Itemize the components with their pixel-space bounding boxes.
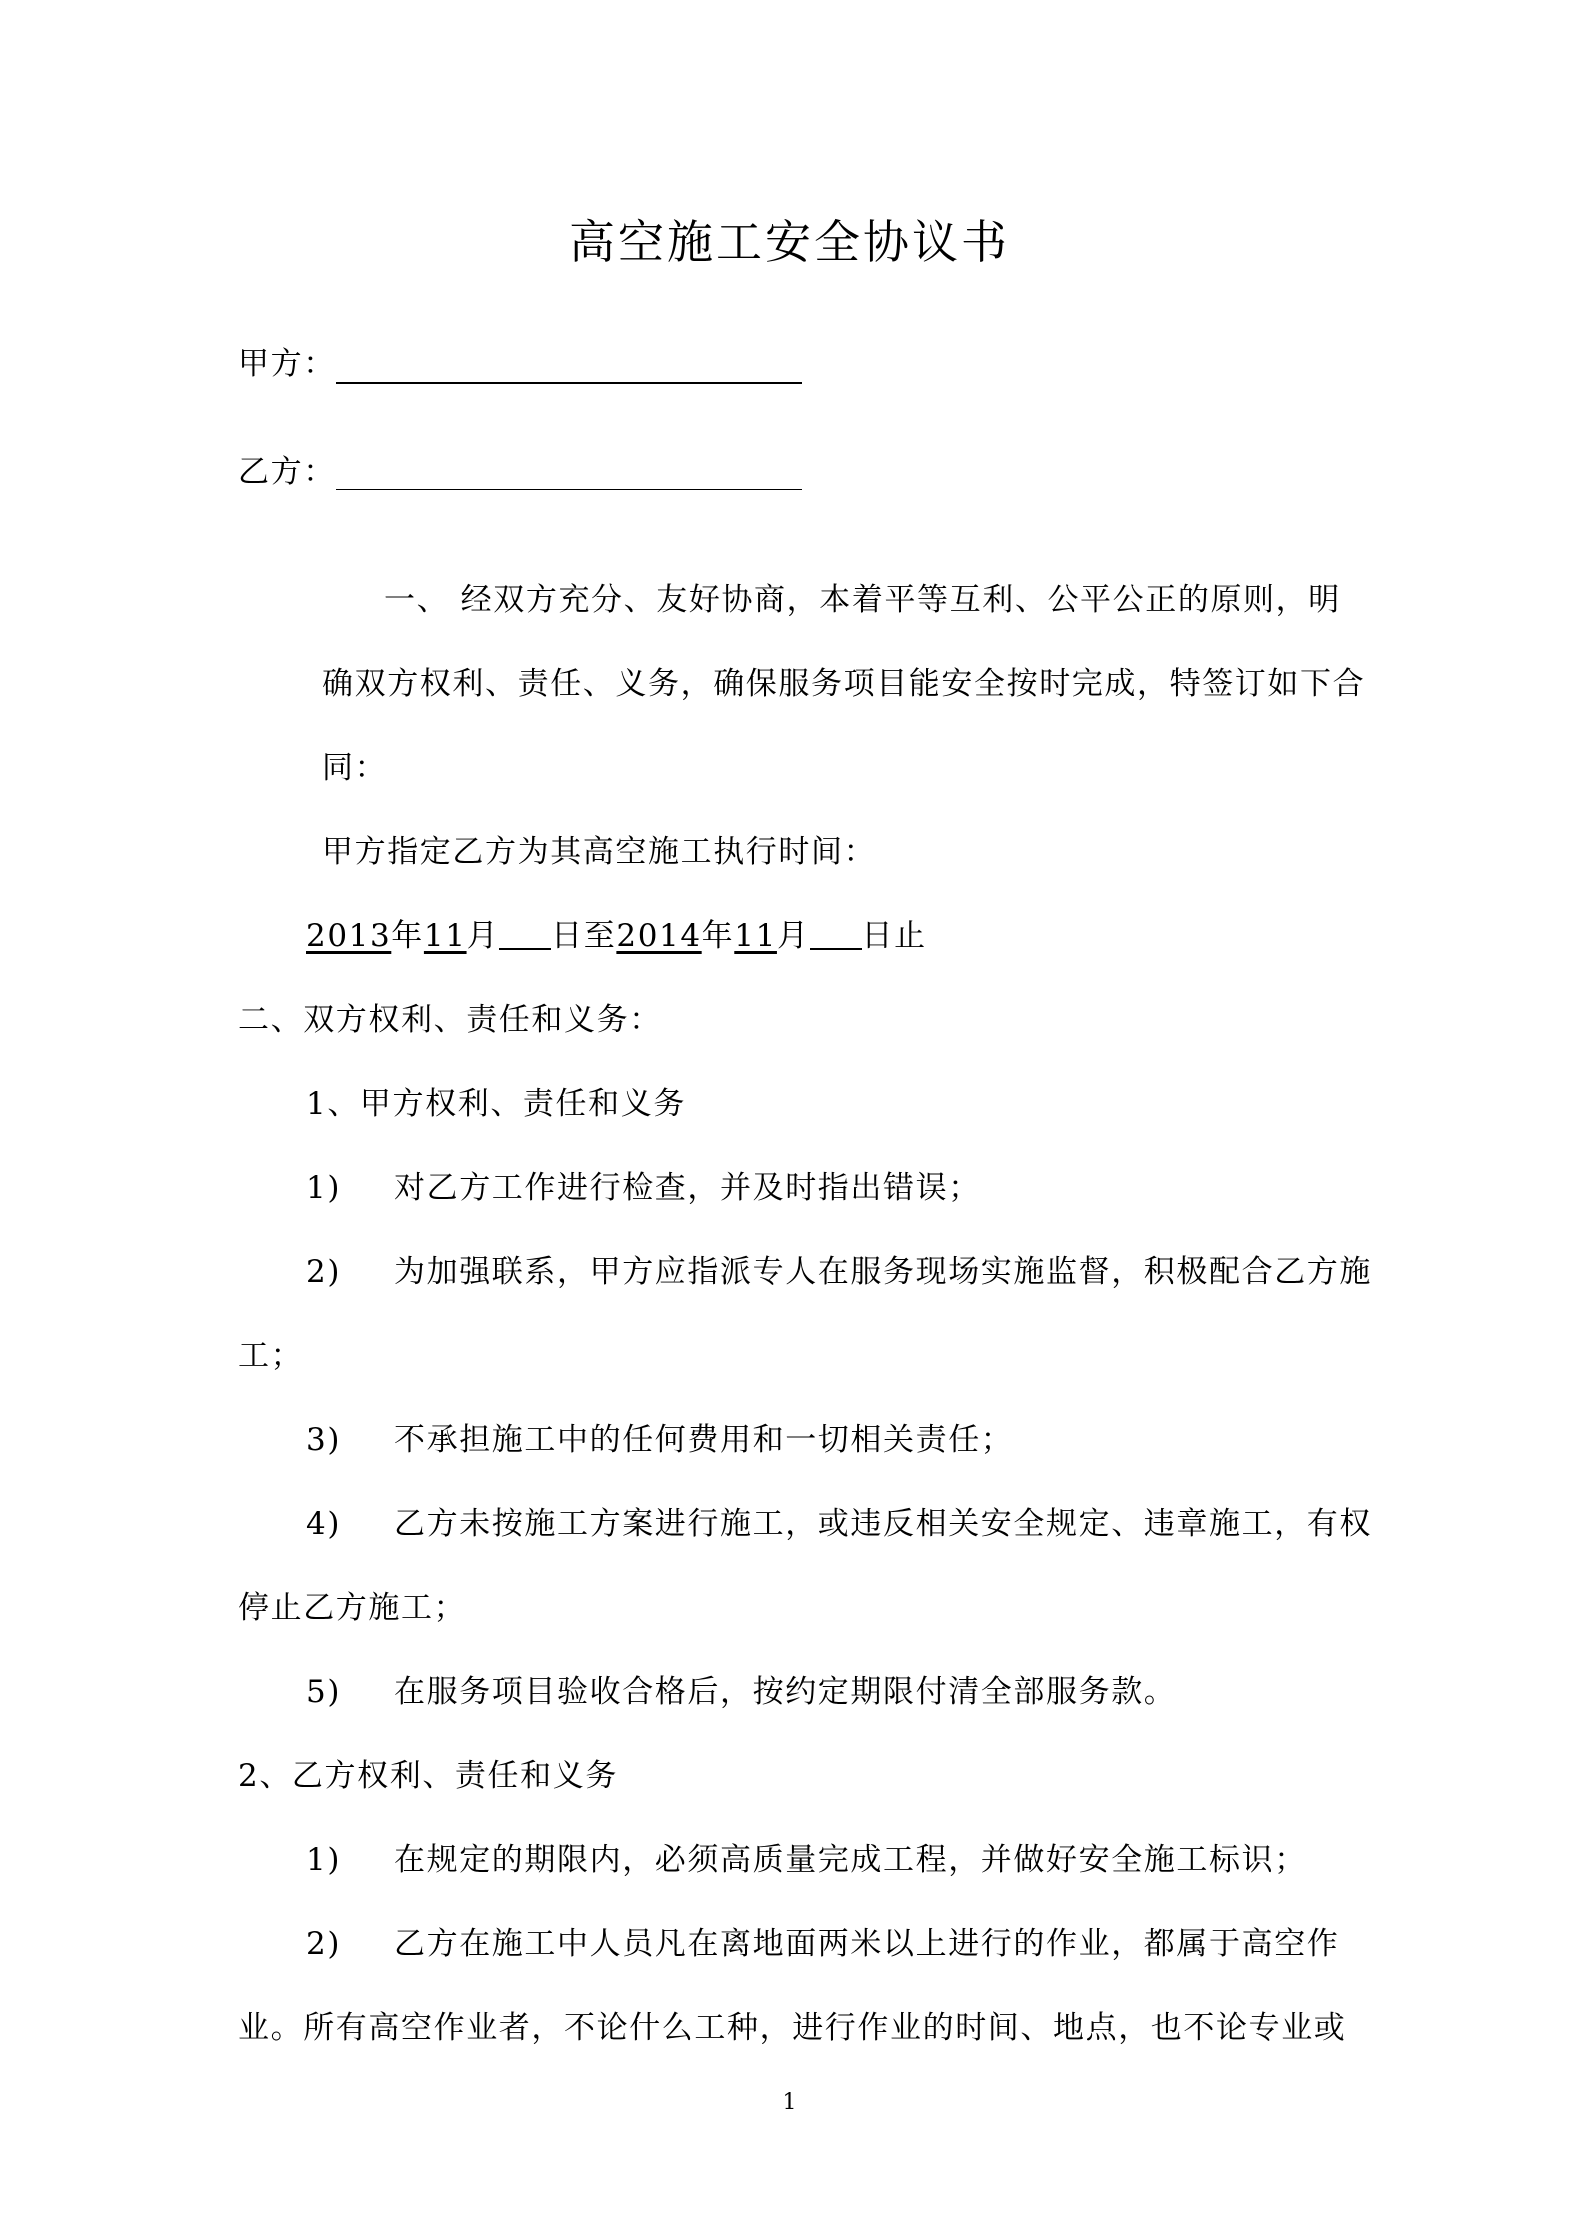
start-day-blank [499, 948, 551, 950]
party-a-rights-heading: 1、甲方权利、责任和义务 [306, 1086, 686, 1122]
section1-line4: 甲方指定乙方为其高空施工执行时间： [322, 834, 877, 870]
end-year: 2014 [616, 918, 702, 954]
section1-line3: 同： [322, 750, 388, 786]
list-item: 1) 对乙方工作进行检查，并及时指出错误； [306, 1170, 981, 1206]
document-title: 高空施工安全协议书 [569, 215, 1010, 269]
list-item: 5) 在服务项目验收合格后，按约定期限付清全部服务款。 [306, 1674, 1177, 1710]
party-b-label: 乙方： [238, 454, 336, 490]
section1-line2: 确双方权利、责任、义务，确保服务项目能安全按时完成，特签订如下合 [322, 666, 1366, 702]
list-item: 2) 为加强联系，甲方应指派专人在服务现场实施监督，积极配合乙方施 [306, 1254, 1372, 1290]
end-day-blank [810, 948, 862, 950]
list-item-continuation: 停止乙方施工； [238, 1590, 467, 1626]
list-item-continuation: 业。所有高空作业者，不论什么工种，进行作业的时间、地点，也不论专业或 [238, 2010, 1347, 2046]
start-month: 11 [423, 918, 467, 954]
section2-heading: 二、双方权利、责任和义务： [238, 1002, 662, 1038]
party-b-blank [336, 489, 802, 490]
list-item: 3) 不承担施工中的任何费用和一切相关责任； [306, 1422, 1014, 1458]
list-item: 2) 乙方在施工中人员凡在离地面两米以上进行的作业，都属于高空作 [306, 1926, 1340, 1962]
end-month: 11 [734, 918, 777, 954]
list-item-continuation: 工； [238, 1338, 304, 1374]
page-number: 1 [782, 2090, 797, 2115]
list-item: 1) 在规定的期限内，必须高质量完成工程，并做好安全施工标识； [306, 1842, 1307, 1878]
execution-period: 2013年11月 日至2014年11月 日止 [306, 918, 927, 954]
start-year: 2013 [306, 918, 392, 954]
party-b-rights-heading: 2、乙方权利、责任和义务 [238, 1758, 618, 1794]
party-a-blank [336, 382, 802, 384]
section1-line1: 一、 经双方充分、友好协商，本着平等互利、公平公正的原则，明 [384, 582, 1341, 618]
list-item: 4) 乙方未按施工方案进行施工，或违反相关安全规定、违章施工，有权 [306, 1506, 1372, 1542]
party-a-label: 甲方： [238, 346, 336, 382]
